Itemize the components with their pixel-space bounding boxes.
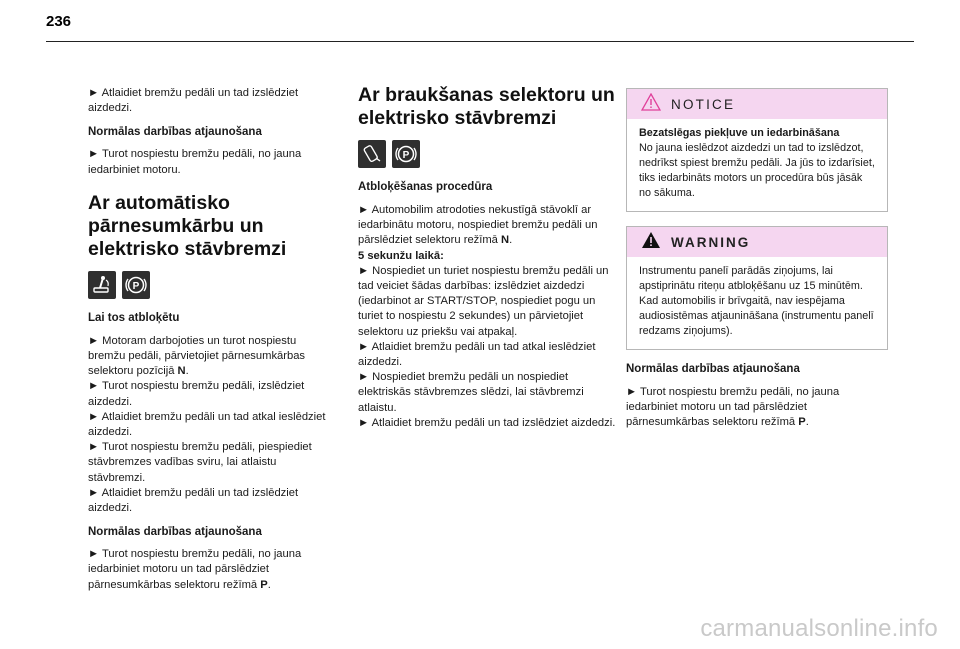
gear-selector-icon xyxy=(88,271,116,299)
svg-text:P: P xyxy=(402,150,410,161)
svg-text:P: P xyxy=(132,280,140,292)
watermark: carmanualsonline.info xyxy=(700,615,938,642)
step-item: ► Turot nospiestu bremžu pedāli, piespiediet stāvbremzes vadības sviru, lai atlaistu stāvbremzi. xyxy=(88,441,312,484)
section-heading: Atbloķēšanas procedūra xyxy=(358,181,493,193)
paragraph: ► Automobilim atrodoties nekustīgā stāvoklī ar iedarbinātu motoru, nospiediet bremžu pedāli un pārslēdziet selektoru režīmā N. xyxy=(358,204,598,247)
step-item: ► Atlaidiet bremžu pedāli un tad izslēdziet aizdedzi. xyxy=(358,416,616,429)
warning-box xyxy=(626,226,888,350)
step-item: ► Turot nospiestu bremžu pedāli, izslēdziet aizdedzi. xyxy=(88,380,305,408)
column-right xyxy=(626,88,888,431)
parking-brake-icon xyxy=(122,271,150,299)
column-left xyxy=(88,86,334,593)
section-heading: Lai tos atbloķētu xyxy=(88,311,180,324)
section-heading: Normālas darbības atjaunošana xyxy=(88,126,262,139)
step-item: ► Nospiediet un turiet nospiestu bremžu pedāli un tad veiciet šādas darbības: izslēdziet aizdedzi (iedarbinot ar START/STOP, nospiediet pogu un turiet to nospiestu 2 sekundes) un pārvietojiet selektoru uz priekšu vai atpakaļ. xyxy=(358,264,609,338)
notice-box xyxy=(626,88,888,212)
paragraph: ► Turot nospiestu bremžu pedāli, no jauna iedarbiniet motoru un tad pārslēdziet pārnesumkārbas selektoru režīmā P. xyxy=(88,548,302,591)
step-item: ► Atlaidiet bremžu pedāli un tad atkal ieslēdziet aizdedzi. xyxy=(358,340,596,369)
step-item: ► Atlaidiet bremžu pedāli un tad atkal ieslēdziet aizdedzi. xyxy=(88,410,326,439)
step-item: ► Atlaidiet bremžu pedāli un tad izslēdziet aizdedzi. xyxy=(88,486,299,515)
paragraph: ► Turot nospiestu bremžu pedāli, no jauna iedarbiniet motoru un tad pārslēdziet pārnesumkārbas selektoru režīmā P. xyxy=(626,386,840,429)
section-title: Ar automātisko pārnesumkārbu un elektrisko stāvbremzi xyxy=(88,191,287,260)
parking-brake-icon xyxy=(392,140,420,168)
column-middle xyxy=(358,84,616,431)
subheading: 5 sekunžu laikā: xyxy=(358,249,444,262)
icon-row xyxy=(88,271,334,299)
notice-text: No jauna ieslēdzot aizdedzi un tad to izslēdzot, nedrīkst spiest bremžu pedāli. Ja jūs to izdarīsiet, tiks iedarbināts motors un procedūra būs jāsāk no sākuma. xyxy=(639,142,875,199)
gear-selector-icon xyxy=(358,140,386,168)
warning-triangle-icon xyxy=(641,231,661,254)
icon-row xyxy=(358,140,616,168)
header-rule xyxy=(46,41,914,42)
step-item: ► Nospiediet bremžu pedāli un nospiediet elektriskās stāvbremzes slēdzi, lai stāvbremzi atlaistu. xyxy=(358,371,584,414)
step-item: ► Motoram darbojoties un turot nospiestu bremžu pedāli, pārvietojiet pārnesumkārbas selektoru pozīcijā N. xyxy=(88,334,306,378)
paragraph: ► Turot nospiestu bremžu pedāli, no jauna iedarbiniet motoru. xyxy=(88,148,302,176)
notice-header xyxy=(627,89,887,119)
warning-header xyxy=(627,227,887,257)
page-number: 236 xyxy=(46,13,72,30)
warning-text: Kad automobilis ir brīvgaitā, nav iespējama audiosistēmas atjaunināšana (instrumentu panelī redzams ziņojums). xyxy=(639,295,874,337)
section-title: Ar braukšanas selektoru un elektrisko stāvbremzi xyxy=(358,84,615,129)
notice-triangle-icon xyxy=(641,93,661,116)
paragraph: ► Atlaidiet bremžu pedāli un tad izslēdziet aizdedzi. xyxy=(88,87,299,115)
warning-title: WARNING xyxy=(671,234,751,250)
notice-heading: Bezatslēgas piekļuve un iedarbināšana xyxy=(639,127,840,139)
section-heading: Normālas darbības atjaunošana xyxy=(626,363,800,375)
warning-text: Instrumentu panelī parādās ziņojums, lai apstiprinātu riteņu atbloķēšanu uz 15 minūtēm. xyxy=(639,265,863,292)
notice-title: NOTICE xyxy=(671,96,736,112)
section-heading: Normālas darbības atjaunošana xyxy=(88,526,262,539)
step-list xyxy=(88,334,334,516)
